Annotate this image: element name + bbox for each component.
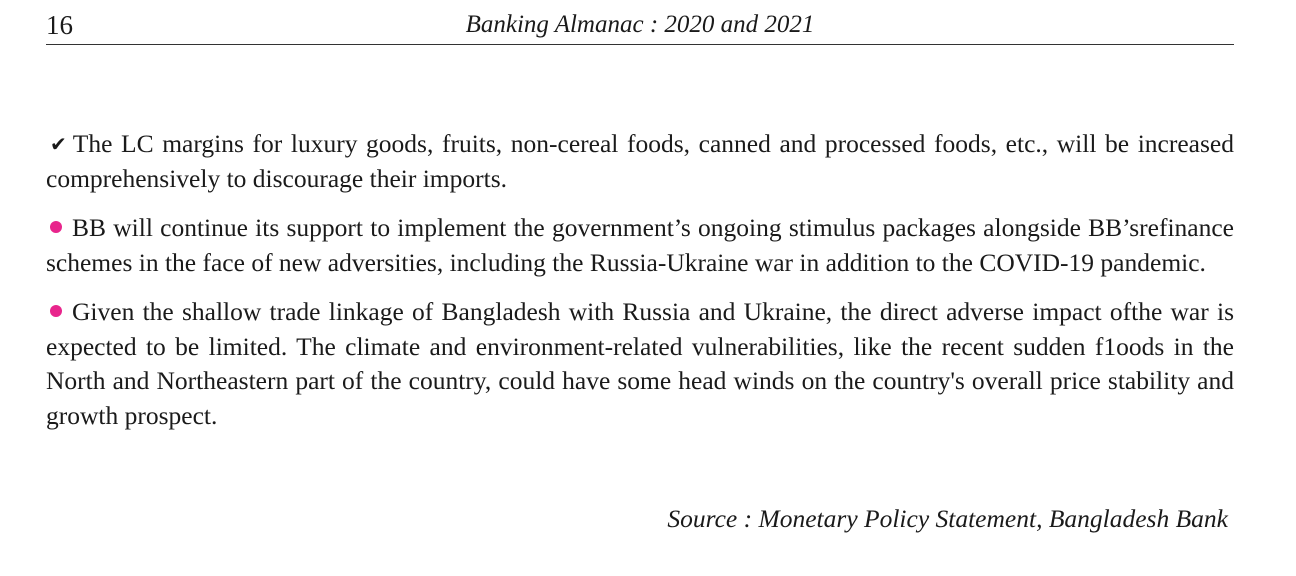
paragraph-text: Given the shallow trade linkage of Bangladesh with Russia and Ukraine, the direct adverse impact ofthe war is expected to be limited. The climate and environment-related vulnerabilities, like the recent sudden f1oods in the North and Northeastern part of the country, could have some head winds on the country's overall price stability and growth prospect.	[46, 297, 1234, 430]
paragraph-text: The LC margins for luxury goods, fruits, non-cereal foods, canned and processed foods, etc., will be increased comprehensively to discourage their imports.	[46, 129, 1234, 193]
page-number: 16	[46, 10, 73, 40]
paragraph-stimulus-support	[46, 211, 1234, 280]
source-citation: Source : Monetary Policy Statement, Bangladesh Bank	[667, 504, 1228, 533]
running-title: Banking Almanac : 2020 and 2021	[465, 11, 815, 38]
paragraph-trade-linkage	[46, 295, 1234, 433]
paragraph-text: BB will continue its support to implement the government’s ongoing stimulus packages alongside BB’srefinance schemes in the face of new adversities, including the Russia-Ukraine war in addition to the COVID-19 pandemic.	[46, 213, 1234, 277]
pink-bullet-icon	[50, 221, 62, 233]
pink-bullet-icon	[50, 305, 62, 317]
body-text	[46, 127, 1234, 448]
paragraph-lc-margins	[46, 127, 1234, 196]
check-icon: ✔	[50, 132, 67, 156]
page-header	[46, 8, 1234, 45]
